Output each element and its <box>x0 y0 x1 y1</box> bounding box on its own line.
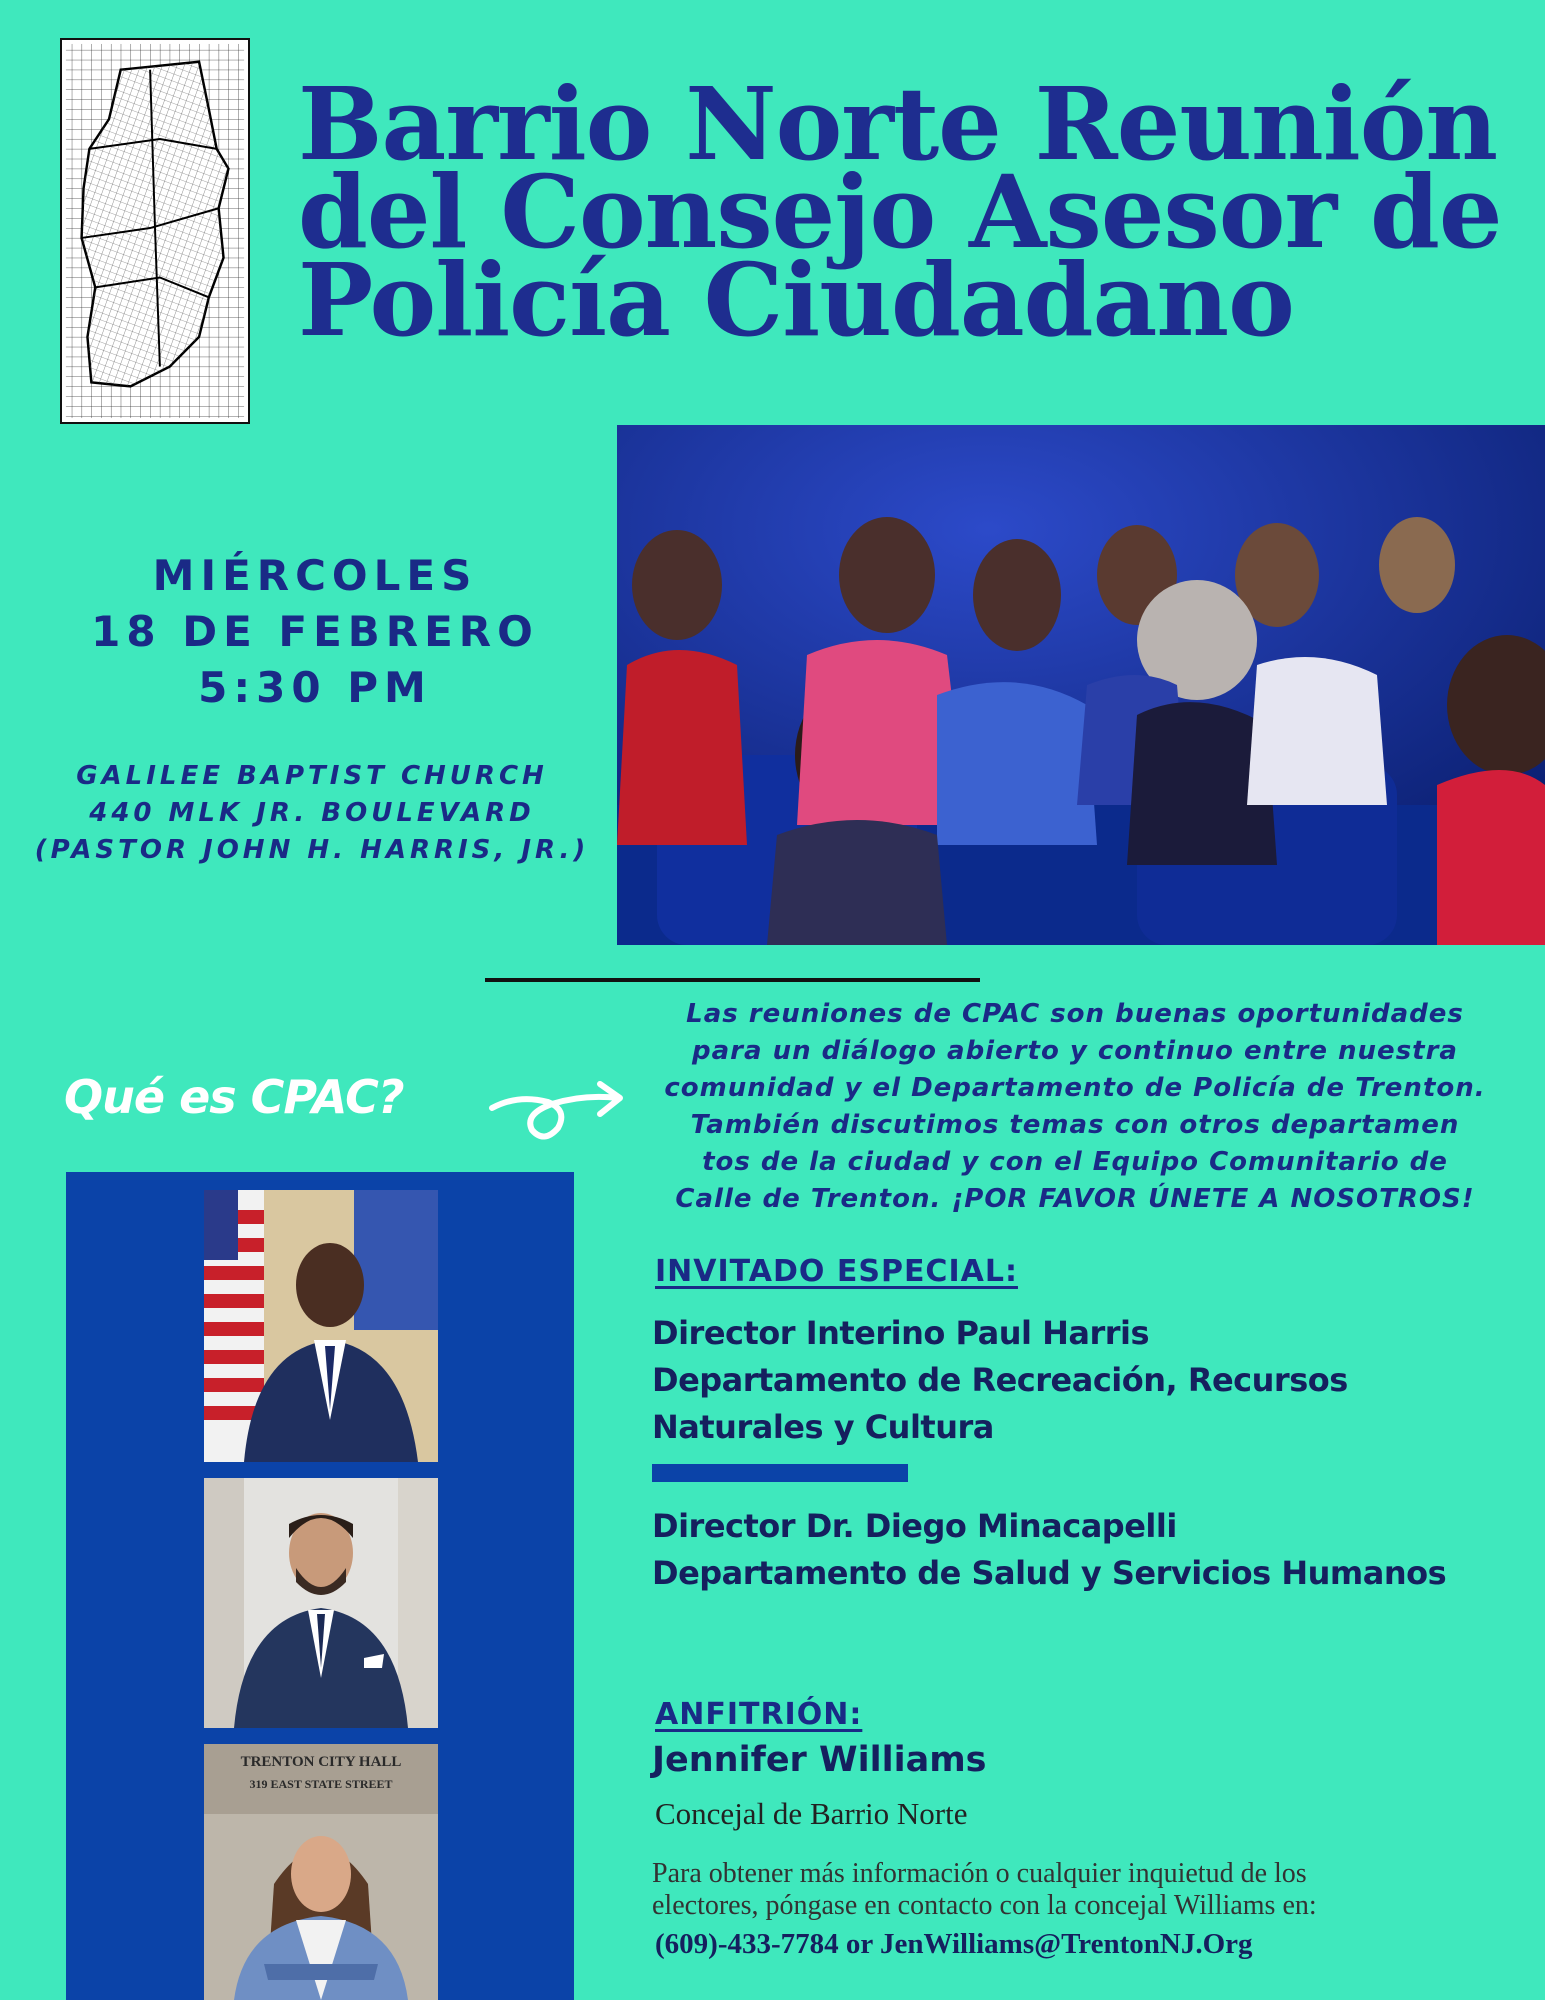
guest-line: Departamento de Recreación, Recursos <box>652 1361 1348 1399</box>
guest-line: Departamento de Salud y Servicios Humanos <box>652 1554 1447 1592</box>
contact-text-line: Para obtener más información o cualquier inquietud de los <box>652 1858 1307 1889</box>
title-line-3: Policía Ciudadano <box>298 241 1294 359</box>
guest-divider <box>652 1464 908 1482</box>
portrait-paul-harris <box>204 1190 438 1462</box>
sign-text-line-2: 319 EAST STATE STREET <box>249 1777 393 1791</box>
contact-phone-email: (609)-433-7784 or JenWilliams@TrentonNJ.Org <box>655 1928 1253 1960</box>
cpac-description <box>625 996 1525 1218</box>
event-datetime <box>60 548 570 716</box>
contact-text-line: electores, póngase en contacto con la concejal Williams en: <box>652 1890 1317 1921</box>
cpac-description-line: comunidad y el Departamento de Policía de Trenton. <box>664 1073 1486 1103</box>
audience-photo <box>617 425 1545 945</box>
event-day: MIÉRCOLES <box>152 551 478 600</box>
cpac-description-line: para un diálogo abierto y continuo entre nuestra <box>692 1036 1458 1066</box>
venue-pastor: (PASTOR JOHN H. HARRIS, JR.) <box>34 835 590 865</box>
event-time: 5:30 PM <box>198 663 432 712</box>
contact-info-text <box>652 1858 1317 1922</box>
guest-diego-minacapelli <box>652 1503 1446 1597</box>
guests-heading: INVITADO ESPECIAL: <box>655 1254 1018 1289</box>
venue-name: GALILEE BAPTIST CHURCH <box>76 761 548 791</box>
guest-line: Director Interino Paul Harris <box>652 1314 1150 1352</box>
event-venue <box>22 758 602 869</box>
title-line-2: del Consejo Asesor de <box>298 153 1502 271</box>
cpac-description-line: tos de la ciudad y con el Equipo Comunitario de <box>702 1147 1448 1177</box>
guest-line: Naturales y Cultura <box>652 1408 994 1446</box>
cpac-description-line: Las reuniones de CPAC son buenas oportunidades <box>686 999 1464 1029</box>
guest-paul-harris <box>652 1310 1348 1451</box>
arrow-right-icon <box>488 1068 628 1148</box>
portrait-jennifer-williams <box>204 1744 438 2000</box>
event-date: 18 DE FEBRERO <box>91 607 539 656</box>
venue-address: 440 MLK JR. BOULEVARD <box>89 798 535 828</box>
ward-map-logo <box>60 38 250 424</box>
title-line-1: Barrio Norte Reunión <box>298 65 1498 183</box>
host-name: Jennifer Williams <box>652 1740 987 1780</box>
guest-line: Director Dr. Diego Minacapelli <box>652 1507 1177 1545</box>
page-title <box>298 65 1528 359</box>
host-role: Concejal de Barrio Norte <box>655 1796 968 1831</box>
cpac-description-line: Calle de Trenton. ¡POR FAVOR ÚNETE A NOSOTROS! <box>675 1184 1475 1214</box>
portrait-diego-minacapelli <box>204 1478 438 1728</box>
section-divider <box>485 978 980 982</box>
cpac-question: Qué es CPAC? <box>64 1070 404 1124</box>
speaker-photos-panel <box>66 1172 574 2000</box>
sign-text-line-1: TRENTON CITY HALL <box>240 1754 402 1770</box>
cpac-description-line: También discutimos temas con otros departamen <box>690 1110 1460 1140</box>
host-heading: ANFITRIÓN: <box>655 1697 863 1732</box>
